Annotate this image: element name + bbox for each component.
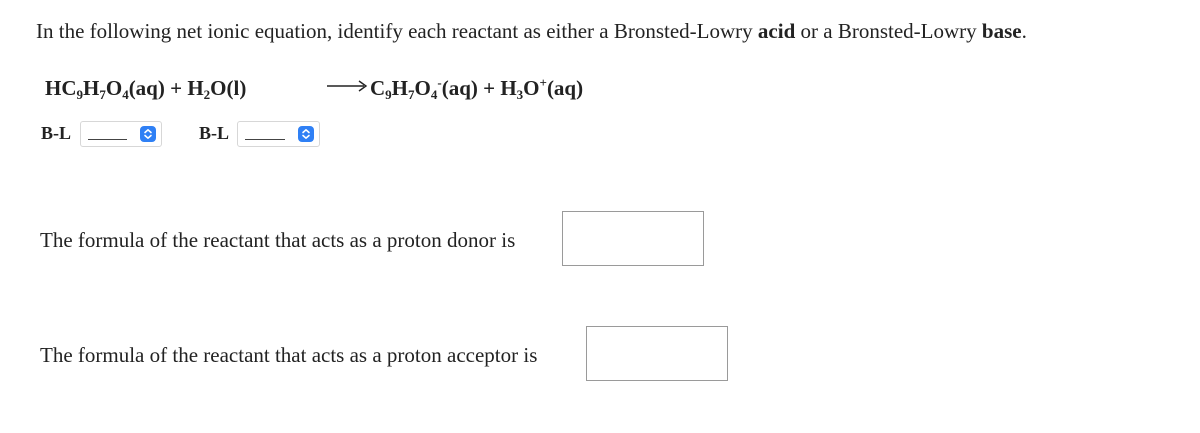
- equation-products: $C_9H_7O_4^-(aq) + H_3O^+(aq)$: [370, 75, 584, 102]
- question-part2: or a Bronsted-Lowry: [795, 19, 982, 43]
- bl-label-1: B-L: [41, 123, 72, 143]
- proton-acceptor-input[interactable]: [586, 326, 728, 381]
- reaction-arrow-icon: [326, 78, 368, 94]
- blank-line: [88, 139, 127, 140]
- base-word: base: [981, 19, 1022, 43]
- question-part3: .: [1021, 19, 1027, 43]
- question-part1: In the following net ionic equation, identify each reactant as either a Bronsted-Lowry: [36, 19, 758, 43]
- equation-reactants: $HC_9H_7O_4(aq) + H_2O(l)$: [45, 76, 247, 102]
- blank-line: [245, 139, 285, 140]
- acid-word: acid: [757, 19, 796, 43]
- proton-donor-prompt: The formula of the reactant that acts as a proton donor is: [40, 228, 516, 252]
- bl-select-1[interactable]: [80, 121, 162, 147]
- bl-select-2[interactable]: [237, 121, 320, 147]
- bl-label-2: B-L: [199, 123, 230, 143]
- updown-chevron-icon[interactable]: [298, 126, 314, 142]
- proton-donor-input[interactable]: [562, 211, 704, 266]
- question-text: [36, 19, 1027, 44]
- updown-chevron-icon[interactable]: [140, 126, 156, 142]
- proton-acceptor-prompt: The formula of the reactant that acts as a proton acceptor is: [40, 343, 538, 367]
